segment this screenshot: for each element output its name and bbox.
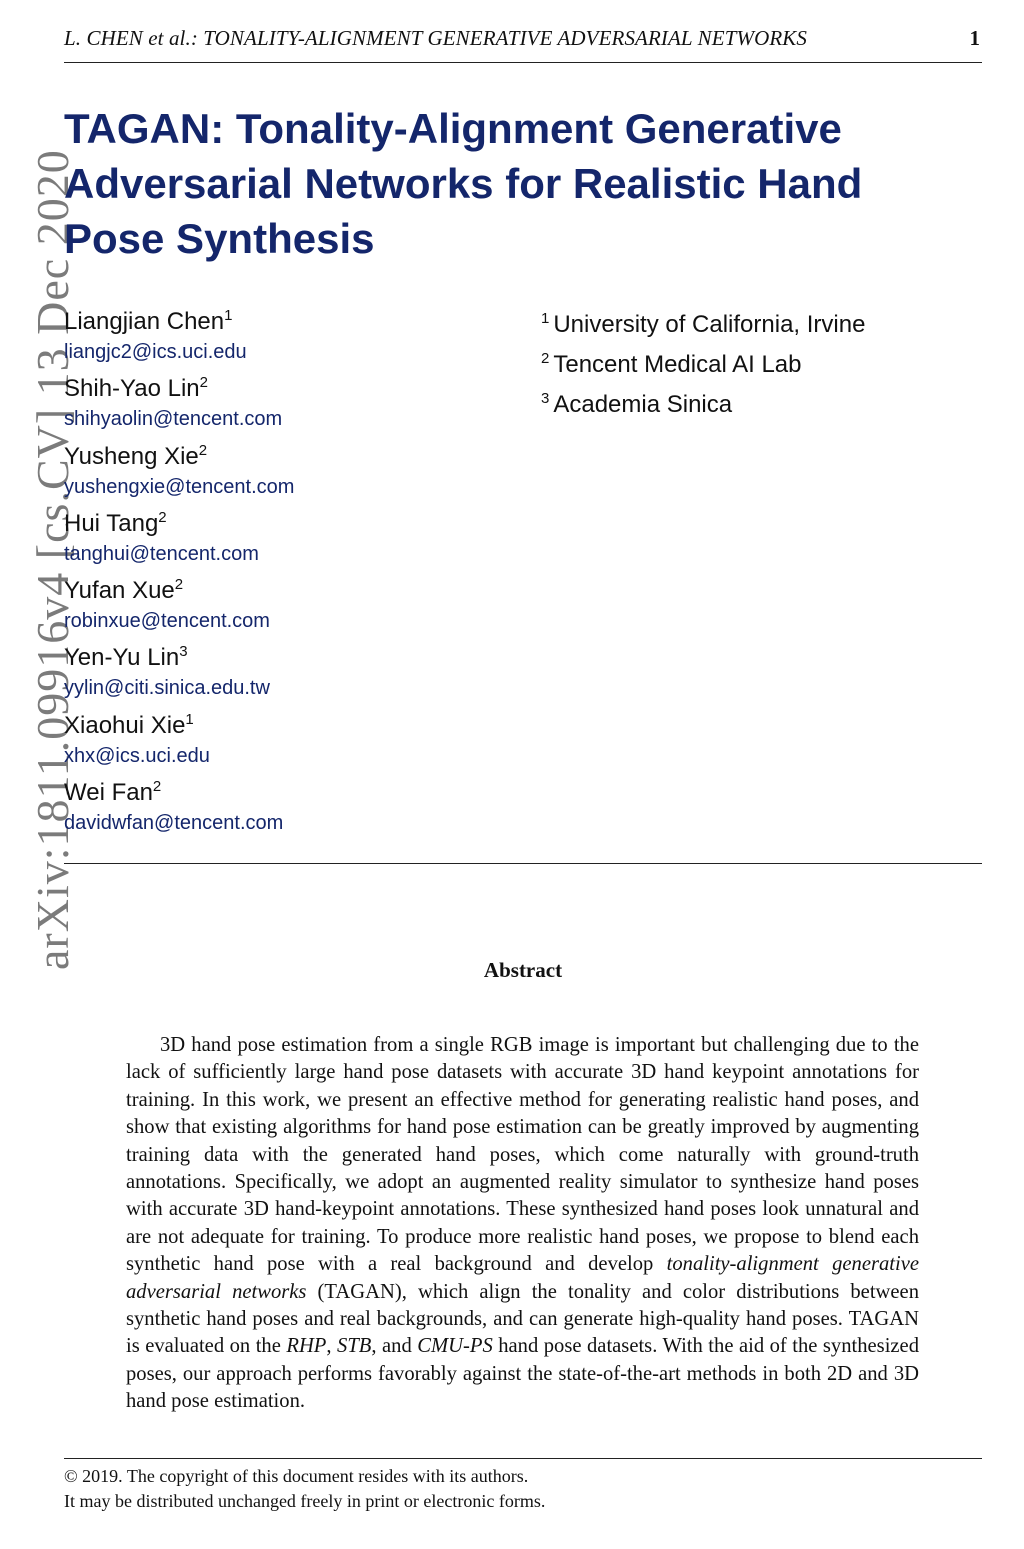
copyright-line: © 2019. The copyright of this document resides with its authors. <box>64 1466 529 1486</box>
author-name: Yusheng Xie$^2$ <box>64 441 208 470</box>
running-header-title: L. CHEN et al.: TONALITY-ALIGNMENT GENERATIVE ADVERSARIAL NETWORKS <box>64 26 807 50</box>
author-entry <box>64 641 504 708</box>
affiliation-name: Tencent Medical AI Lab <box>553 351 802 378</box>
affiliation-item <box>541 385 981 425</box>
affiliation-name: University of California, Irvine <box>553 311 866 338</box>
author-email-link[interactable]: shihyaolin@tencent.com <box>64 408 283 431</box>
author-list <box>64 305 504 843</box>
distribution-line: It may be distributed unchanged freely in print or electronic forms. <box>64 1491 546 1511</box>
arxiv-stamp: arXiv:1811.09916v4 [cs.CV] 13 Dec 2020 <box>27 149 78 970</box>
author-affil-mark: 2 <box>152 778 162 796</box>
author-name: Shih-Yao Lin$^2$ <box>64 374 208 403</box>
author-affil-mark: 2 <box>198 441 208 459</box>
author-email-link[interactable]: robinxue@tencent.com <box>64 610 270 633</box>
dataset-name: STB <box>337 1335 372 1358</box>
abstract-heading: Abstract <box>483 958 563 982</box>
header-rule <box>64 62 982 63</box>
affiliation-number: 2 <box>541 350 550 367</box>
author-entry <box>64 709 504 776</box>
author-entry <box>64 305 504 372</box>
paper-title: TAGAN: Tonality-Alignment Generative Adversarial Networks for Realistic Hand Pose Synthesis <box>64 105 863 262</box>
page-number: 1 <box>969 26 980 50</box>
author-name: Liangjian Chen$^1$ <box>64 307 233 335</box>
copyright-footer <box>64 1464 545 1514</box>
author-affil-mark: 2 <box>158 508 167 526</box>
author-email-link[interactable]: yylin@citi.sinica.edu.tw <box>64 677 270 700</box>
abstract-body: 3D hand pose estimation from a single RGB image is important but challenging due to the lack of sufficiently large hand pose datasets with accurate 3D hand keypoint annotations for training. In this work, we present an effective method for generating realistic hand poses, and show that existing algorithms for hand pose estimation can be greatly improved by augmenting training data with the generated hand poses, which come naturally with ground-truth annotations. Specifically, we adopt an augmented reality simulator to synthesize hand poses with accurate 3D hand-keypoint annotations. These synthesized hand poses look unnatural and are not adequate for training. To produce more realistic hand poses, we propose to blend each synthetic hand pose with a real background and develop tonality-alignment generative adversarial networks (TAGAN), which align the tonality and color distributions between synthetic hand poses and real backgrounds, and can generate high-quality hand poses. TAGAN is evaluated on the RHP, STB, and CMU-PS hand pose datasets. With the aid of the synthesized poses, our approach performs favorably against the state-of-the-art methods in both 2D and 3D hand pose estimation. <box>126 1034 919 1413</box>
affiliation-item <box>541 305 981 345</box>
author-affil-mark: 2 <box>174 576 184 594</box>
author-entry <box>64 372 504 439</box>
author-affil-mark: 2 <box>199 374 208 392</box>
affiliation-list <box>541 305 981 425</box>
footer-rule <box>64 1458 982 1459</box>
author-name: Yen-Yu Lin$^3$ <box>64 643 188 672</box>
author-affil-mark: 3 <box>179 643 188 661</box>
dataset-name: CMU-PS <box>417 1335 493 1358</box>
author-name: Yufan Xue$^2$ <box>64 576 184 605</box>
author-email-link[interactable]: liangjc2@ics.uci.edu <box>64 341 247 363</box>
author-block-rule <box>64 863 982 864</box>
dataset-name: RHP <box>286 1335 327 1358</box>
affiliation-item <box>541 345 981 385</box>
running-header <box>64 26 982 56</box>
author-email-link[interactable]: tanghui@tencent.com <box>64 542 259 565</box>
author-name: Hui Tang$^2$ <box>64 508 167 537</box>
author-email-link[interactable]: davidwfan@tencent.com <box>64 812 284 835</box>
author-entry <box>64 507 504 574</box>
author-entry <box>64 574 504 641</box>
affiliation-name: Academia Sinica <box>553 391 733 418</box>
author-affil-mark: 1 <box>185 710 194 728</box>
affiliation-number: 3 <box>541 390 550 407</box>
author-entry <box>64 776 504 843</box>
method-name-emphasis: tonality-alignment generative adversarial networks <box>126 1253 919 1303</box>
affiliation-number: 1 <box>541 310 550 327</box>
author-name: Xiaohui Xie$^1$ <box>64 710 194 739</box>
author-email-link[interactable]: yushengxie@tencent.com <box>64 475 295 498</box>
author-entry <box>64 440 504 507</box>
author-name: Wei Fan$^2$ <box>64 778 162 807</box>
author-affil-mark: 1 <box>224 307 233 324</box>
author-email-link[interactable]: xhx@ics.uci.edu <box>64 744 210 767</box>
